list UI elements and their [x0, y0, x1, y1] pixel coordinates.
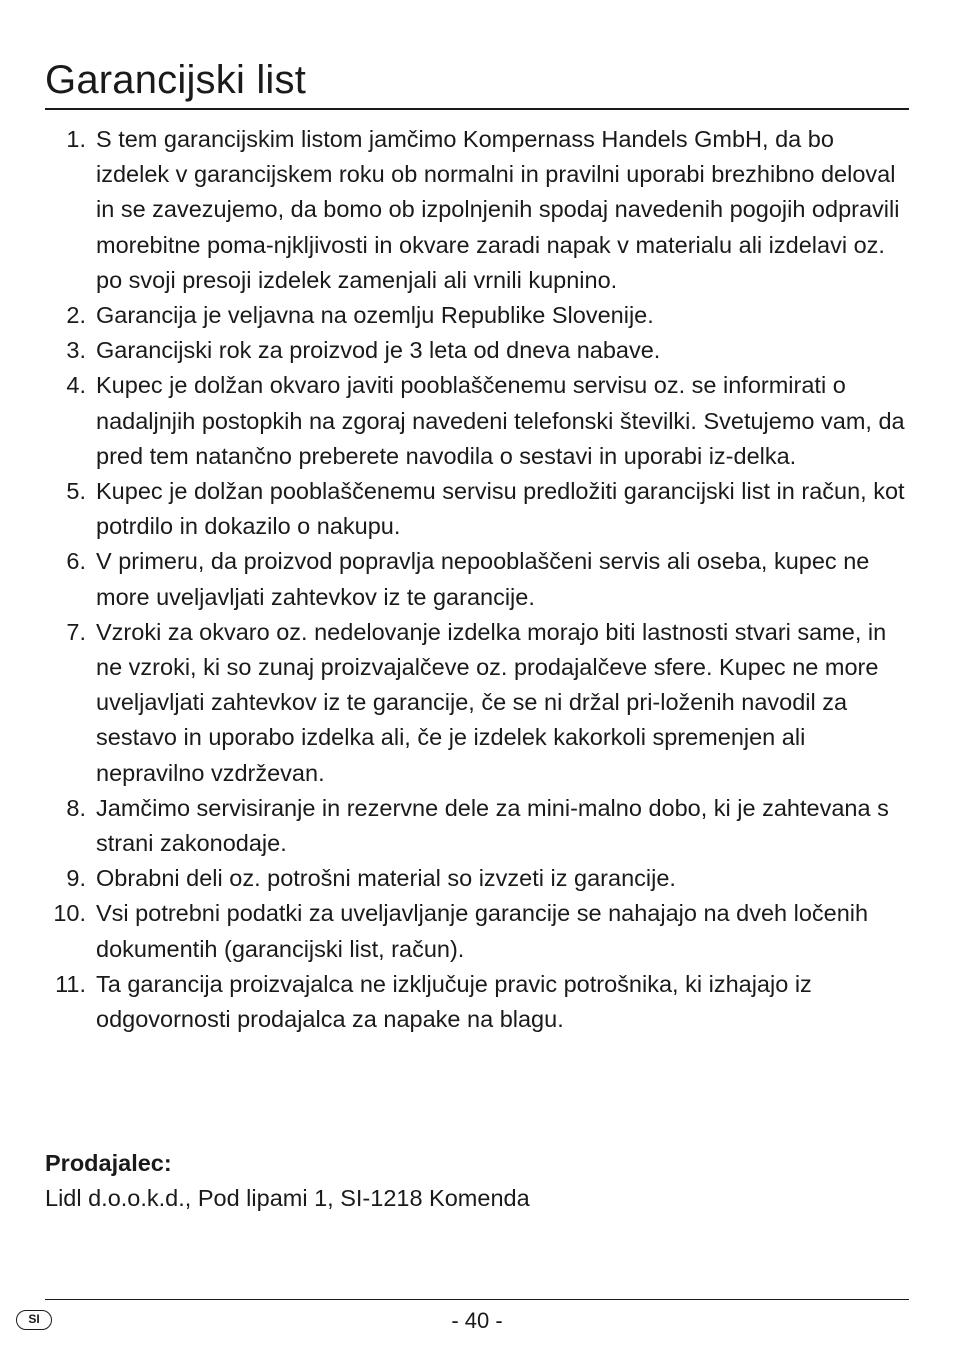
item-text: Kupec je dolžan okvaro javiti pooblaščenemu servisu oz. se informirati o nadaljnjih postopkih na zgoraj navedeni telefonski številki. Svetujemo vam, da pred tem natančno preberete navodila o sestavi in uporabi iz-delka. — [96, 372, 905, 469]
list-item — [45, 474, 911, 544]
item-number: 2. — [66, 302, 86, 329]
list-item — [45, 122, 911, 298]
list-item — [45, 333, 911, 368]
item-text: Garancija je veljavna na ozemlju Republike Slovenije. — [96, 302, 654, 329]
item-number: 3. — [66, 337, 86, 364]
item-text: Kupec je dolžan pooblaščenemu servisu predložiti garancijski list in račun, kot potrdilo in dokazilo o nakupu. — [96, 478, 905, 540]
list-item — [45, 368, 911, 474]
list-item — [45, 615, 911, 791]
page-number: - 40 - — [451, 1308, 503, 1333]
page-title: Garancijski list — [45, 58, 307, 102]
item-number: 8. — [66, 794, 86, 821]
item-text: V primeru, da proizvod popravlja nepooblaščeni servis ali oseba, kupec ne more uveljavljati zahtevkov iz te garancije. — [96, 548, 870, 610]
item-text: Vsi potrebni podatki za uveljavljanje garancije se nahajajo na dveh ločenih dokumentih (garancijski list, račun). — [96, 900, 869, 962]
item-text: Vzroki za okvaro oz. nedelovanje izdelka morajo biti lastnosti stvari same, in ne vzroki, ki so zunaj proizvajalčeve oz. prodajalčeve sfere. Kupec ne more uveljavljati zahtevkov iz te garancije, če se ni držal pri-loženih navodil za sestavo in uporabo izdelka ali, če je izdelek kakorkoli spremenjen ali nepravilno vzdrževan. — [96, 618, 887, 786]
item-number: 9. — [66, 865, 86, 892]
list-item — [45, 896, 911, 966]
seller-heading: Prodajalec: — [45, 1150, 172, 1176]
title-divider — [45, 108, 909, 110]
warranty-terms-list — [45, 122, 911, 1037]
list-item — [45, 298, 911, 333]
item-number: 11. — [55, 970, 86, 997]
item-number: 1. — [66, 126, 86, 152]
language-badge: SI — [16, 1310, 52, 1330]
item-number: 5. — [66, 478, 86, 505]
item-number: 7. — [66, 618, 86, 645]
item-text: Garancijski rok za proizvod je 3 leta od dneva nabave. — [96, 337, 661, 364]
item-text: Obrabni deli oz. potrošni material so izvzeti iz garancije. — [96, 865, 676, 892]
item-text: Ta garancija proizvajalca ne izključuje pravic potrošnika, ki izhajajo iz odgovornosti prodajalca za napake na blagu. — [96, 970, 812, 1033]
list-item — [45, 967, 911, 1037]
list-item — [45, 544, 911, 614]
seller-address: Lidl d.o.o.k.d., Pod lipami 1, SI-1218 Komenda — [45, 1185, 530, 1211]
item-number: 10. — [53, 900, 86, 927]
item-number: 6. — [66, 548, 86, 575]
footer-divider — [45, 1299, 909, 1300]
item-number: 4. — [66, 372, 86, 399]
list-item — [45, 791, 911, 861]
item-text: S tem garancijskim listom jamčimo Kompernass Handels GmbH, da bo izdelek v garancijskem roku ob normalni in pravilni uporabi brezhibno deloval in se zavezujemo, da bomo ob izpolnjenih spodaj navedenih pogojih odpravili morebitne poma-njkljivosti in okvare zaradi napak v materialu ali izdelavi oz. po svoji presoji izdelek zamenjali ali vrnili kupnino. — [96, 126, 900, 293]
item-text: Jamčimo servisiranje in rezervne dele za mini-malno dobo, ki je zahtevana s strani zakonodaje. — [96, 794, 889, 857]
list-item — [45, 861, 911, 896]
